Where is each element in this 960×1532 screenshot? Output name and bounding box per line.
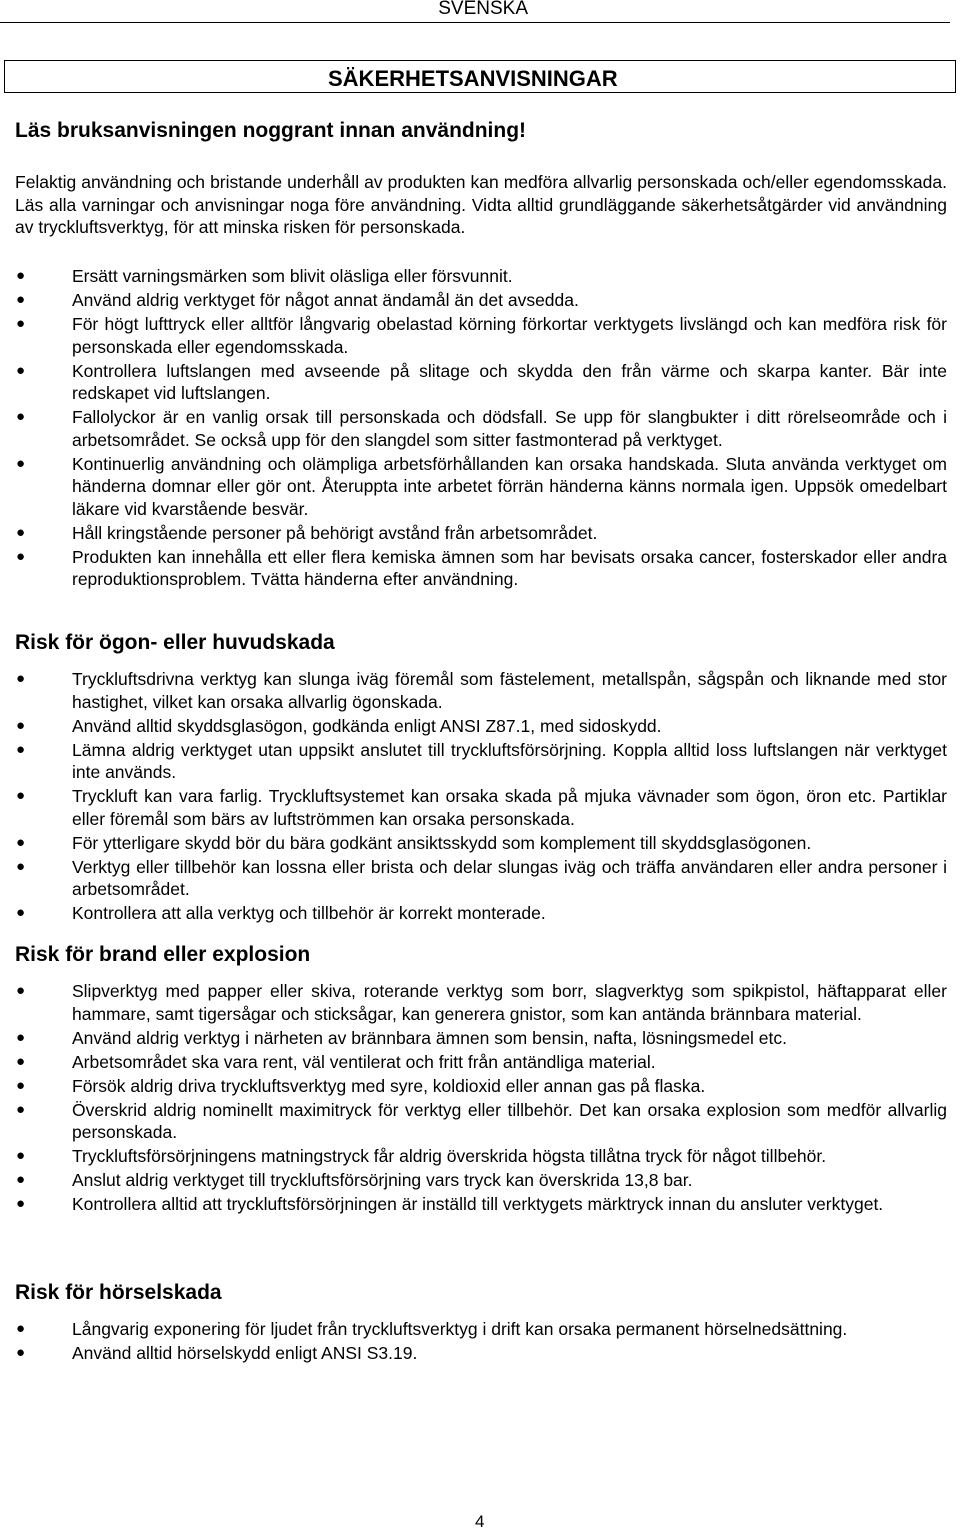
lead-warning: Läs bruksanvisningen noggrant innan användning! [15, 119, 527, 142]
document-title: SÄKERHETSANVISNINGAR [328, 66, 618, 91]
list-item: ● Kontrollera alltid att tryckluftsförsörjningen är inställd till verktygets märktryck innan du ansluter verktyget. [16, 1194, 884, 1214]
list-item: ● Långvarig exponering för ljudet från tryckluftsverktyg i drift kan orsaka permanent hörselnedsättning. [16, 1319, 848, 1339]
list-item: ● Arbetsområdet ska vara rent, väl ventilerat och fritt från antändliga material. [16, 1051, 656, 1072]
bullet-icon: ● [16, 982, 26, 999]
bullet-icon: ● [16, 1100, 26, 1118]
bullet-icon: ● [16, 454, 26, 472]
list-item: ● Tryckluftsdrivna verktyg kan slunga iväg föremål som fästelement, metallspån, sågspån och liknande med stor hastighet, vilket kan orsaka allvarlig ögonskada. [16, 669, 947, 712]
hearing-damage-list [15, 1318, 947, 1365]
list-item: ● Ersätt varningsmärken som blivit oläsliga eller försvunnit. [16, 266, 513, 286]
bullet-icon: ● [16, 1076, 26, 1094]
bullet-icon: ● [16, 523, 26, 541]
bullet-icon: ● [16, 833, 26, 851]
bullet-icon: ● [16, 315, 26, 332]
eye-head-injury-list [15, 668, 947, 925]
list-item: ● Kontrollera luftslangen med avseende på slitage och skydda den från värme och skarpa kanter. Bär inte redskapet vid luftslangen. [16, 360, 947, 403]
list-item: ● Anslut aldrig verktyget till tryckluftsförsörjning vars tryck kan överskrida 13,8 bar. [16, 1170, 693, 1190]
list-item: ● Håll kringstående personer på behörigt avstånd från arbetsområdet. [16, 522, 598, 543]
bullet-icon: ● [16, 1052, 26, 1070]
general-safety-list [15, 265, 947, 591]
bullet-icon: ● [16, 1028, 26, 1046]
bullet-icon: ● [16, 716, 26, 734]
bullet-icon: ● [16, 408, 26, 425]
bullet-icon: ● [16, 547, 26, 565]
list-item: ● Produkten kan innehålla ett eller flera kemiska ämnen som har bevisats orsaka cancer, fosterskador eller andra reproduktionsproblem. Tvätta händerna efter användning. [16, 546, 947, 589]
bullet-icon: ● [16, 267, 26, 284]
section-heading: Risk för ögon- eller huvudskada [15, 631, 335, 654]
page-number: 4 [475, 1512, 485, 1531]
list-item: ● Lämna aldrig verktyget utan uppsikt anslutet till tryckluftsförsörjning. Koppla alltid loss luftslangen när verktyget inte används. [16, 739, 947, 782]
bullet-icon: ● [16, 1171, 26, 1188]
general-safety-section [15, 265, 947, 592]
bullet-icon: ● [16, 291, 26, 308]
bullet-icon: ● [16, 1320, 26, 1337]
list-item: ● Använd aldrig verktyg i närheten av brännbara ämnen som bensin, nafta, lösningsmedel etc. [16, 1027, 788, 1048]
hearing-damage-section [15, 1280, 947, 1366]
intro-paragraph: Felaktig användning och bristande underhåll av produkten kan medföra allvarlig personskada och/eller egendomsskada. Läs alla varningar och anvisningar noga före användning. Vidta alltid grundläggande säkerhetsåtgärder vid användning av tryckluftsverktyg, för att minska risken för personskada. [15, 172, 947, 237]
bullet-icon: ● [16, 361, 26, 379]
list-item: ● Överskrid aldrig nominellt maximitryck för verktyg eller tillbehör. Det kan orsaka explosion som medför allvarlig personskada. [16, 1099, 947, 1142]
bullet-icon: ● [16, 670, 26, 687]
list-item: ● Tryckluftsförsörjningens matningstryck får aldrig överskrida högsta tillåtna tryck för något tillbehör. [16, 1146, 827, 1166]
list-item: ● Försök aldrig driva tryckluftsverktyg med syre, koldioxid eller annan gas på flaska. [16, 1075, 706, 1096]
list-item: ● För ytterligare skydd bör du bära godkänt ansiktsskydd som komplement till skyddsglasögonen. [16, 832, 812, 853]
bullet-icon: ● [16, 857, 26, 875]
bullet-icon: ● [16, 787, 26, 804]
list-item: ● Verktyg eller tillbehör kan lossna eller brista och delar slungas iväg och träffa användaren eller andra personer i arbetsområdet. [16, 856, 947, 899]
bullet-icon: ● [16, 904, 26, 921]
eye-head-injury-section [15, 630, 947, 926]
section-heading: Risk för brand eller explosion [15, 943, 311, 966]
list-item: ● Använd alltid skyddsglasögon, godkända enligt ANSI Z87.1, med sidoskydd. [16, 715, 662, 736]
list-item: ● Fallolyckor är en vanlig orsak till personskada och dödsfall. Se upp för slangbukter i ditt rörelseområde och i arbetsområdet. Se också upp för den slangdel som sitter fastmonterad på verktyget. [16, 407, 947, 450]
bullet-icon: ● [16, 740, 26, 758]
fire-explosion-section [15, 942, 947, 1217]
title-box [4, 60, 956, 93]
list-item: ● Använd aldrig verktyget för något annat ändamål än det avsedda. [16, 290, 579, 310]
list-item: ● Slipverktyg med papper eller skiva, roterande verktyg som borr, slagverktyg som spikpistol, häftapparat eller hammare, samt tigersågar och sticksågar, kan generera gnistor, som kan antända brännbara material. [16, 981, 947, 1024]
fire-explosion-list [15, 980, 947, 1216]
list-item: ● Tryckluft kan vara farlig. Tryckluftsystemet kan orsaka skada på mjuka vävnader som ögon, öron etc. Partiklar eller föremål som bärs av luftströmmen kan orsaka personskada. [16, 786, 947, 829]
list-item: ● Kontinuerlig användning och olämpliga arbetsförhållanden kan orsaka handskada. Sluta använda verktyget om händerna domnar eller gör ont. Återuppta inte arbetet förrän händerna känns normala igen. Uppsök omedelbart läkare vid kvarstående besvär. [16, 453, 947, 519]
bullet-icon: ● [16, 1147, 26, 1164]
page-header [0, 0, 950, 23]
list-item: ● Kontrollera att alla verktyg och tillbehör är korrekt monterade. [16, 903, 546, 923]
bullet-icon: ● [16, 1195, 26, 1212]
list-item: ● Använd alltid hörselskydd enligt ANSI S3.19. [16, 1343, 418, 1363]
section-heading: Risk för hörselskada [15, 1281, 222, 1304]
list-item: ● För högt lufttryck eller alltför långvarig obelastad körning förkortar verktygets livslängd och kan medföra risk för personskada eller egendomsskada. [16, 314, 947, 357]
bullet-icon: ● [16, 1344, 26, 1361]
language-label: SVENSKA [438, 0, 528, 19]
